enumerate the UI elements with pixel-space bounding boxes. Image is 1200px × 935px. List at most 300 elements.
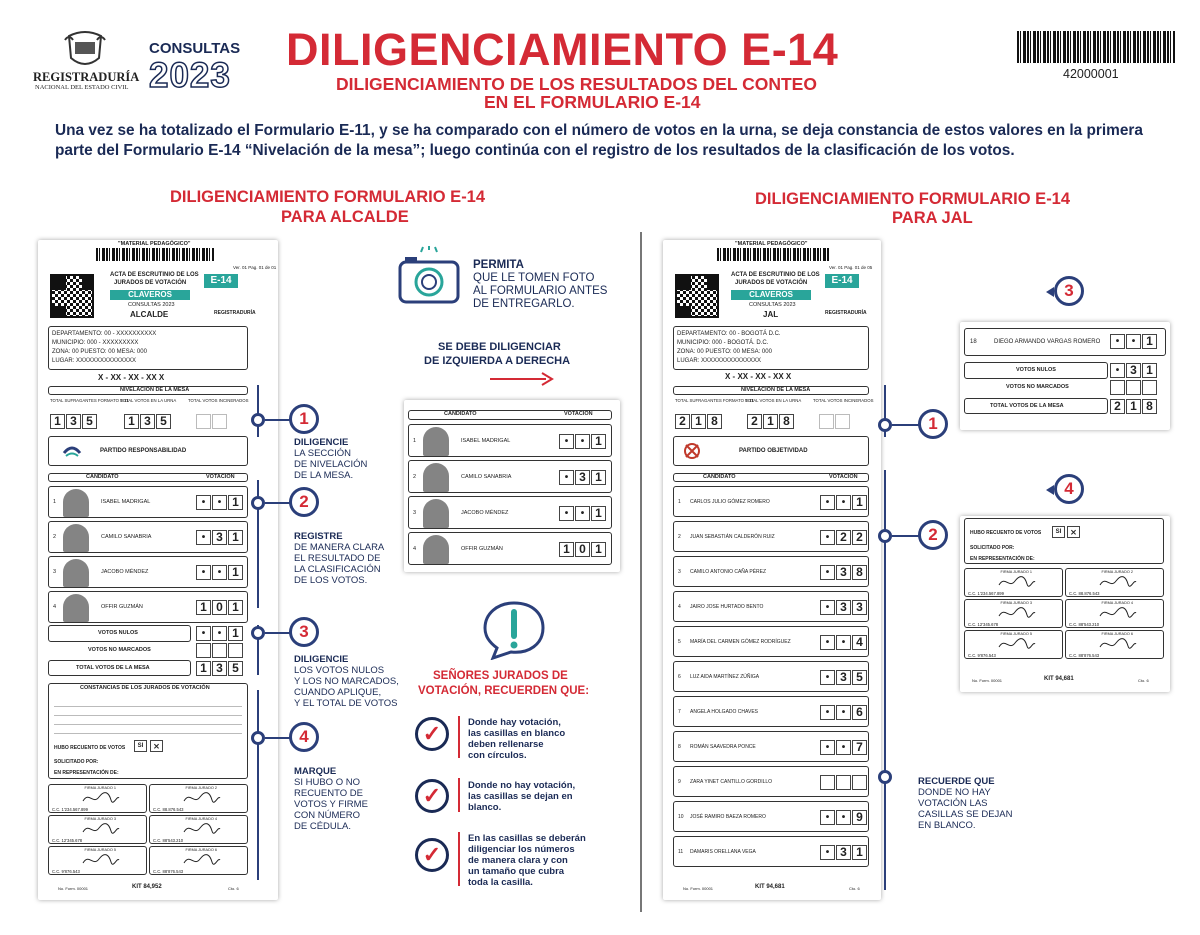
nivel-cell[interactable]: 1 — [763, 414, 778, 429]
signature-box[interactable] — [149, 815, 248, 844]
candidate-number: 1 — [53, 499, 57, 505]
detail-cell[interactable]: • — [1126, 334, 1141, 349]
candidate-row — [673, 556, 869, 587]
no-marcados-cell[interactable] — [228, 643, 243, 658]
partido-name: PARTIDO RESPONSABILIDAD — [100, 448, 187, 454]
cedula: C.C. 88'876.543 — [1069, 653, 1100, 658]
lugar: LUGAR: XXXXXXXXXXXXXXX — [52, 358, 137, 364]
page-subtitle-1: DILIGENCIAMIENTO DE LOS RESULTADOS DEL CONTEO — [336, 74, 817, 94]
nivel-cell[interactable] — [835, 414, 850, 429]
vote-cell[interactable] — [820, 775, 835, 790]
no-marcados-cell[interactable] — [212, 643, 227, 658]
detail-si-cell[interactable]: SI — [1052, 526, 1065, 538]
nivel-cell[interactable] — [819, 414, 834, 429]
vote-cell[interactable]: 5 — [852, 670, 867, 685]
step-1-text: DILIGENCIE LA SECCIÓN DE NIVELACIÓN DE LA MESA. — [294, 437, 368, 481]
connector-2 — [251, 496, 265, 510]
vote-cell[interactable]: 1 — [591, 506, 606, 521]
example-candidato-col: CANDIDATO — [444, 411, 477, 417]
signature-box[interactable] — [964, 630, 1063, 659]
hubo-recuento: HUBO RECUENTO DE VOTOS — [54, 745, 126, 751]
candidate-row — [673, 696, 869, 727]
detail-no-marcados-cell[interactable] — [1110, 380, 1125, 395]
candidate-name: JUAN SEBASTIÁN CALDERÓN RUIZ — [690, 533, 775, 540]
coat-of-arms-icon — [63, 30, 107, 70]
vote-cell[interactable] — [836, 775, 851, 790]
nulos-cell[interactable]: • — [212, 626, 227, 641]
step-3-pointer — [1046, 287, 1054, 297]
vote-cell[interactable]: 0 — [575, 542, 590, 557]
candidato-col: CANDIDATO — [703, 474, 736, 480]
page-title: DILIGENCIAMIENTO E-14 — [286, 24, 839, 75]
right-heading-2: PARA JAL — [892, 209, 973, 227]
camera-icon — [397, 246, 461, 308]
vote-cell[interactable]: 9 — [852, 810, 867, 825]
candidate-row — [48, 521, 248, 553]
total-cell[interactable]: 1 — [196, 661, 211, 676]
izquierda-2: DE IZQUIERDA A DERECHA — [424, 355, 571, 367]
detail-total-cell[interactable]: 1 — [1126, 399, 1141, 414]
recuerde-text: RECUERDE QUE DONDE NO HAY VOTACIÓN LAS CASILLAS SE DEJAN EN BLANCO. — [918, 776, 1013, 831]
senores-2: VOTACIÓN, RECUERDEN QUE: — [418, 685, 590, 697]
detail-total-cell[interactable]: 2 — [1110, 399, 1125, 414]
exclamation-bubble-icon — [481, 600, 547, 660]
candidate-name: LUZ AIDA MARTÍNEZ ZÚÑIGA — [690, 673, 760, 680]
total-cell[interactable]: 5 — [228, 661, 243, 676]
vote-cell[interactable]: 2 — [836, 530, 851, 545]
candidate-row — [673, 801, 869, 832]
partido-logo-icon — [683, 442, 701, 460]
candidate-row — [48, 556, 248, 588]
cedula: C.C. 88'876.543 — [153, 869, 184, 874]
detail-solicitado: SOLICITADO POR: — [970, 545, 1015, 551]
cto-label: Cto. 6 — [1138, 678, 1149, 683]
left-bracket-4 — [257, 690, 259, 880]
tot-incinerados: TOTAL VOTOS INCINERADOS — [188, 398, 249, 403]
vote-cell[interactable]: 3 — [836, 565, 851, 580]
vote-cell[interactable]: • — [820, 565, 835, 580]
check-circle-icon: ✓ — [415, 838, 449, 872]
connector-1 — [878, 418, 892, 432]
vote-cell[interactable]: 1 — [559, 542, 574, 557]
solicitado: SOLICITADO POR: — [54, 759, 99, 765]
kit-number: KIT 94,681 — [755, 884, 785, 890]
candidate-number: 10 — [678, 813, 684, 820]
registraduria-text: REGISTRADURÍA — [33, 70, 140, 84]
departamento: DEPARTAMENTO: 00 - XXXXXXXXXX — [52, 331, 157, 337]
no-cell[interactable]: ⨯ — [150, 740, 163, 752]
corporacion-label: JAL — [763, 310, 779, 319]
tip-2: Donde no hay votación, las casillas se dejan en blanco. — [468, 780, 576, 813]
candidate-row — [673, 486, 869, 517]
candidate-number: 5 — [678, 638, 681, 645]
form-barcode — [717, 248, 829, 261]
candidate-name: JACOBO MÉNDEZ — [461, 509, 509, 516]
candidate-name: ZARA YINET CANTILLO GORDILLO — [690, 778, 773, 785]
step-2-text: REGISTRE DE MANERA CLARA EL RESULTADO DE LA CLASIFICACIÓN DE LOS VOTOS. — [294, 531, 385, 586]
candidate-row — [673, 836, 869, 867]
consultas-small: CONSULTAS 2023 — [128, 302, 175, 308]
step-1-badge: 1 — [918, 409, 948, 439]
detail-votos-nulos: VOTOS NULOS — [1016, 367, 1056, 373]
nivel-cell[interactable]: 2 — [747, 414, 762, 429]
signature-scribble — [1098, 637, 1138, 651]
candidate-row — [48, 591, 248, 623]
nivel-cell[interactable]: 5 — [156, 414, 171, 429]
candidate-row — [673, 521, 869, 552]
candidate-number: 4 — [678, 603, 681, 610]
municipio: MUNICIPIO: 000 - XXXXXXXXX — [52, 340, 139, 346]
candidate-row — [408, 460, 612, 493]
vote-cell[interactable]: • — [836, 810, 851, 825]
partido-logo-icon — [62, 443, 82, 459]
nivel-cell[interactable]: 1 — [50, 414, 65, 429]
detail-nulos-cell[interactable]: 1 — [1142, 363, 1157, 378]
vote-cell[interactable]: 3 — [575, 470, 590, 485]
acta-title-1: ACTA DE ESCRUTINIO DE LOS — [110, 272, 199, 278]
claveros-badge: CLAVEROS — [110, 290, 190, 300]
firma-label: FIRMA JURADO 3 — [84, 817, 116, 821]
example-votacion-col: VOTACIÓN — [564, 411, 593, 417]
vote-cell[interactable]: • — [196, 530, 211, 545]
form-jal — [663, 240, 881, 900]
vote-cell[interactable]: • — [212, 565, 227, 580]
votos-no-marcados: VOTOS NO MARCADOS — [88, 647, 151, 653]
candidate-name: ISABEL MADRIGAL — [461, 437, 511, 444]
step-2-badge: 2 — [289, 487, 319, 517]
votacion-col: VOTACIÓN — [206, 474, 235, 480]
candidate-photo — [63, 489, 89, 517]
tip-1: Donde hay votación, las casillas en blanco deben rellenarse con círculos. — [468, 717, 566, 761]
firma-label: FIRMA JURADO 1 — [1000, 570, 1032, 574]
vote-cell[interactable]: • — [820, 600, 835, 615]
claveros-badge: CLAVEROS — [731, 290, 811, 300]
connector-line-3 — [265, 632, 291, 634]
vote-cell[interactable]: • — [820, 635, 835, 650]
consultas-small: CONSULTAS 2023 — [749, 302, 796, 308]
e14-badge: E-14 — [204, 274, 238, 288]
arrow-right-icon — [490, 372, 554, 386]
connector-4 — [251, 731, 265, 745]
right-heading-1: DILIGENCIAMIENTO FORMULARIO E-14 — [755, 190, 1071, 208]
signature-scribble — [182, 791, 222, 805]
version-label: Ver. 01 Pag. 01 de 01 — [233, 265, 277, 270]
detail-cell[interactable]: • — [1110, 334, 1125, 349]
nivel-cell[interactable]: 3 — [66, 414, 81, 429]
vote-cell[interactable]: • — [836, 495, 851, 510]
vote-cell[interactable]: 3 — [852, 600, 867, 615]
signature-box[interactable] — [48, 815, 147, 844]
partido-name: PARTIDO OBJETIVIDAD — [739, 448, 808, 454]
detail-total-cell[interactable]: 8 — [1142, 399, 1157, 414]
firma-label: FIRMA JURADO 5 — [1000, 632, 1032, 636]
vote-cell[interactable]: 1 — [228, 495, 243, 510]
detail-no-marcados-cell[interactable] — [1142, 380, 1157, 395]
vote-cell[interactable]: • — [559, 470, 574, 485]
firma-label: FIRMA JURADO 1 — [84, 786, 116, 790]
detail-number: 18 — [970, 339, 977, 345]
vote-cell[interactable]: • — [820, 495, 835, 510]
total-votos: TOTAL VOTOS DE LA MESA — [76, 665, 150, 671]
nivel-cell[interactable]: 1 — [691, 414, 706, 429]
constancias-label: CONSTANCIAS DE LOS JURADOS DE VOTACIÓN — [80, 685, 210, 691]
registraduria-small: REGISTRADURÍA — [214, 310, 256, 316]
cedula: C.C. 12'345.678 — [52, 838, 83, 843]
candidate-number: 3 — [413, 509, 417, 516]
candidate-name: OFFIR GUZMÁN — [461, 545, 503, 552]
firma-label: FIRMA JURADO 4 — [1101, 601, 1133, 605]
representacion: EN REPRESENTACIÓN DE: — [54, 770, 119, 776]
e14-badge: E-14 — [825, 274, 859, 288]
form-barcode — [96, 248, 214, 261]
nivel-cell[interactable] — [196, 414, 211, 429]
vote-cell[interactable]: • — [196, 565, 211, 580]
vote-cell[interactable]: • — [820, 530, 835, 545]
vote-cell[interactable]: 0 — [212, 600, 227, 615]
candidate-photo — [63, 594, 89, 622]
vote-cell[interactable]: 4 — [852, 635, 867, 650]
firma-label: FIRMA JURADO 3 — [1000, 601, 1032, 605]
candidate-number: 8 — [678, 743, 681, 750]
jal-detail-3 — [960, 322, 1170, 430]
vote-cell[interactable]: 1 — [852, 845, 867, 860]
signature-box[interactable] — [964, 599, 1063, 628]
detail-cell[interactable]: 1 — [1142, 334, 1157, 349]
nulos-cell[interactable]: • — [196, 626, 211, 641]
candidate-row — [408, 496, 612, 529]
signature-box[interactable] — [48, 846, 147, 875]
candidate-name: JACOBO MÉNDEZ — [101, 569, 149, 575]
connector-line-1 — [892, 424, 920, 426]
candidato-col: CANDIDATO — [86, 474, 119, 480]
candidate-number: 4 — [413, 545, 417, 552]
detail-nulos-cell[interactable]: • — [1110, 363, 1125, 378]
zona: ZONA: 00 PUESTO: 00 MESA: 000 — [52, 349, 147, 355]
signature-scribble — [182, 822, 222, 836]
tot-urna: TOTAL VOTOS EN LA URNA — [120, 398, 177, 403]
candidate-number: 11 — [678, 848, 684, 855]
form-code: X - XX - XX - XX X — [725, 372, 792, 381]
vote-cell[interactable]: 6 — [852, 705, 867, 720]
step-3-badge: 3 — [289, 617, 319, 647]
form-code: X - XX - XX - XX X — [98, 373, 165, 382]
nulos-cell[interactable]: 1 — [228, 626, 243, 641]
candidate-name: CAMILO ANTONIO CAÑA PÉREZ — [690, 568, 767, 575]
registraduria-subtext: NACIONAL DEL ESTADO CIVIL — [35, 84, 129, 91]
vote-cell[interactable]: 1 — [228, 530, 243, 545]
no-marcados-cell[interactable] — [196, 643, 211, 658]
cedula: C.C. 9'876.543 — [52, 869, 80, 874]
candidate-number: 3 — [678, 568, 681, 575]
vote-cell[interactable]: 1 — [591, 434, 606, 449]
signature-box[interactable] — [149, 846, 248, 875]
signature-box[interactable] — [964, 568, 1063, 597]
candidate-row — [673, 766, 869, 797]
candidate-name: DAMARIS ORELLANA VEGA — [690, 848, 756, 855]
vote-cell[interactable]: 1 — [852, 495, 867, 510]
senores-1: SEÑORES JURADOS DE — [433, 670, 568, 682]
candidate-number: 2 — [53, 534, 57, 540]
vote-cell[interactable]: 1 — [196, 600, 211, 615]
vote-cell[interactable]: 7 — [852, 740, 867, 755]
candidate-row — [48, 486, 248, 518]
vote-cell[interactable]: 2 — [852, 530, 867, 545]
municipio: MUNICIPIO: 000 - BOGOTÁ. D.C. — [677, 340, 769, 346]
intro-paragraph: Una vez se ha totalizado el Formulario E-11, y se ha comparado con el número de votos en la urna, se deja constancia de estos valores en la primera parte del Formulario E-14 “Nivelación de la mesa”; luego continúa con el registro de los resultados de la clasificación de los votos. — [55, 122, 1143, 159]
candidate-photo — [63, 524, 89, 552]
si-cell[interactable]: SI — [134, 740, 147, 752]
nivel-cell[interactable]: 8 — [779, 414, 794, 429]
vote-cell[interactable]: • — [820, 845, 835, 860]
signature-box[interactable] — [149, 784, 248, 813]
candidate-photo — [423, 463, 449, 492]
vote-cell[interactable]: 3 — [212, 530, 227, 545]
firma-label: FIRMA JURADO 5 — [84, 848, 116, 852]
vote-cell[interactable]: • — [212, 495, 227, 510]
detail-no-cell[interactable]: ⨯ — [1067, 526, 1080, 538]
qr-code — [50, 274, 94, 318]
signature-box[interactable] — [1065, 568, 1164, 597]
nivel-cell[interactable] — [212, 414, 227, 429]
tip-divider — [458, 778, 460, 812]
detail-votos-no-marcados: VOTOS NO MARCADOS — [1006, 384, 1069, 390]
candidate-row — [673, 626, 869, 657]
candidate-number: 1 — [678, 498, 681, 505]
votos-nulos: VOTOS NULOS — [98, 630, 138, 636]
detail-hubo-recuento: HUBO RECUENTO DE VOTOS — [970, 530, 1042, 536]
vote-cell[interactable]: 3 — [836, 600, 851, 615]
no-form: No. Form. 00001 — [972, 678, 1003, 683]
vote-cell[interactable]: • — [820, 810, 835, 825]
tip-3: En las casillas se deberán diligenciar los números de manera clara y con un tamaño que cubra toda la casilla. — [468, 833, 586, 888]
vote-cell[interactable]: 8 — [852, 565, 867, 580]
candidate-row — [673, 731, 869, 762]
kit-number: KIT 94,681 — [1044, 676, 1074, 682]
vote-cell[interactable]: • — [559, 506, 574, 521]
candidate-photo — [63, 559, 89, 587]
tot-urna: TOTAL VOTOS EN LA URNA — [745, 398, 802, 403]
material-label: "MATERIAL PEDAGÓGICO" — [735, 241, 808, 247]
step-3-text: DILIGENCIE LOS VOTOS NULOS Y LOS NO MARCADOS, CUANDO APLIQUE, Y EL TOTAL DE VOTOS — [294, 654, 399, 709]
detail-name: DIEGO ARMANDO VARGAS ROMERO — [994, 339, 1101, 345]
nivelacion-label: NIVELACIÓN DE LA MESA — [120, 387, 190, 393]
cedula: C.C. 12'345.678 — [968, 622, 999, 627]
cedula: C.C. 1'234.567.899 — [968, 591, 1004, 596]
signature-scribble — [1098, 575, 1138, 589]
vote-cell[interactable]: • — [820, 705, 835, 720]
candidate-name: OFFIR GUZMÁN — [101, 604, 143, 610]
signature-box[interactable] — [1065, 599, 1164, 628]
firma-label: FIRMA JURADO 4 — [185, 817, 217, 821]
candidate-name: ROMÁN SAAVEDRA PONCE — [690, 743, 756, 750]
departamento: DEPARTAMENTO: 00 - BOGOTÁ D.C. — [677, 331, 781, 337]
firma-label: FIRMA JURADO 2 — [1101, 570, 1133, 574]
candidate-name: CAMILO SANABRIA — [461, 473, 512, 480]
detail-no-marcados-cell[interactable] — [1126, 380, 1141, 395]
signature-box[interactable] — [1065, 630, 1164, 659]
lugar: LUGAR: XXXXXXXXXXXXXXX — [677, 358, 762, 364]
version-label: Ver. 01 Pag. 01 de 05 — [829, 265, 873, 270]
vote-cell[interactable]: 1 — [228, 600, 243, 615]
signature-scribble — [81, 822, 121, 836]
candidate-name: MARÍA DEL CARMEN GÓMEZ RODRÍGUEZ — [690, 638, 791, 645]
cedula: C.C. 88.876.543 — [1069, 591, 1100, 596]
vote-cell[interactable]: 1 — [591, 542, 606, 557]
candidate-row — [408, 424, 612, 457]
candidate-row — [408, 532, 612, 565]
candidate-number: 3 — [53, 569, 57, 575]
vote-cell[interactable]: • — [820, 740, 835, 755]
cto-label: Cto. 6 — [849, 886, 860, 891]
nivel-cell[interactable]: 3 — [140, 414, 155, 429]
zona: ZONA: 00 PUESTO: 00 MESA: 000 — [677, 349, 772, 355]
cedula: C.C. 1'234.567.899 — [52, 807, 88, 812]
candidate-name: JOSÉ RAMIRO BAEZA ROMERO — [690, 813, 766, 820]
left-heading-2: PARA ALCALDE — [281, 208, 409, 226]
connector-line-1 — [265, 419, 291, 421]
vote-cell[interactable]: • — [820, 670, 835, 685]
candidate-number: 2 — [413, 473, 417, 480]
no-form: No. Form. 00001 — [58, 886, 89, 891]
tot-sufragantes: TOTAL SUFRAGANTES FORMATO E-11 — [675, 398, 754, 403]
nivel-cell[interactable]: 1 — [124, 414, 139, 429]
total-cell[interactable]: 3 — [212, 661, 227, 676]
corporacion-label: ALCALDE — [130, 310, 169, 319]
firma-label: FIRMA JURADO 6 — [185, 848, 217, 852]
vote-cell[interactable]: 3 — [836, 670, 851, 685]
center-example-form — [404, 400, 620, 572]
consultas-year: 2023 — [149, 56, 231, 95]
candidate-name: CAMILO SANABRIA — [101, 534, 152, 540]
connector-3 — [251, 626, 265, 640]
check-circle-icon: ✓ — [415, 717, 449, 751]
tip-divider — [458, 716, 460, 758]
vote-cell[interactable]: • — [196, 495, 211, 510]
candidate-number: 1 — [413, 437, 417, 444]
candidate-photo — [423, 499, 449, 528]
nivel-cell[interactable]: 2 — [675, 414, 690, 429]
candidate-name: ISABEL MADRIGAL — [101, 499, 151, 505]
candidate-row — [673, 591, 869, 622]
material-label: "MATERIAL PEDAGÓGICO" — [118, 241, 191, 247]
vote-cell[interactable]: 1 — [591, 470, 606, 485]
vote-cell[interactable]: • — [836, 740, 851, 755]
registraduria-small: REGISTRADURÍA — [825, 310, 867, 316]
cedula: C.C. 88'543.210 — [1069, 622, 1100, 627]
vote-cell[interactable]: 3 — [836, 845, 851, 860]
detail-total-votos: TOTAL VOTOS DE LA MESA — [990, 403, 1064, 409]
cto-label: Cto. 6 — [228, 886, 239, 891]
detail-nulos-cell[interactable]: 3 — [1126, 363, 1141, 378]
vote-cell[interactable]: • — [575, 506, 590, 521]
signature-scribble — [182, 853, 222, 867]
nivel-cell[interactable]: 8 — [707, 414, 722, 429]
connector-1 — [251, 413, 265, 427]
vote-cell[interactable] — [852, 775, 867, 790]
vote-cell[interactable]: • — [836, 705, 851, 720]
permita-text: PERMITA QUE LE TOMEN FOTO AL FORMULARIO ANTES DE ENTREGARLO. — [473, 259, 608, 310]
vote-cell[interactable]: • — [559, 434, 574, 449]
nivel-cell[interactable]: 5 — [82, 414, 97, 429]
step-2-badge: 2 — [918, 520, 948, 550]
cedula: C.C. 9'876.543 — [968, 653, 996, 658]
candidate-name: JAIRO JOSE HURTADO BENTO — [690, 603, 764, 610]
vote-cell[interactable]: 1 — [228, 565, 243, 580]
vote-cell[interactable]: • — [575, 434, 590, 449]
vote-cell[interactable]: • — [836, 635, 851, 650]
signature-box[interactable] — [48, 784, 147, 813]
nivelacion-label: NIVELACIÓN DE LA MESA — [741, 387, 811, 393]
